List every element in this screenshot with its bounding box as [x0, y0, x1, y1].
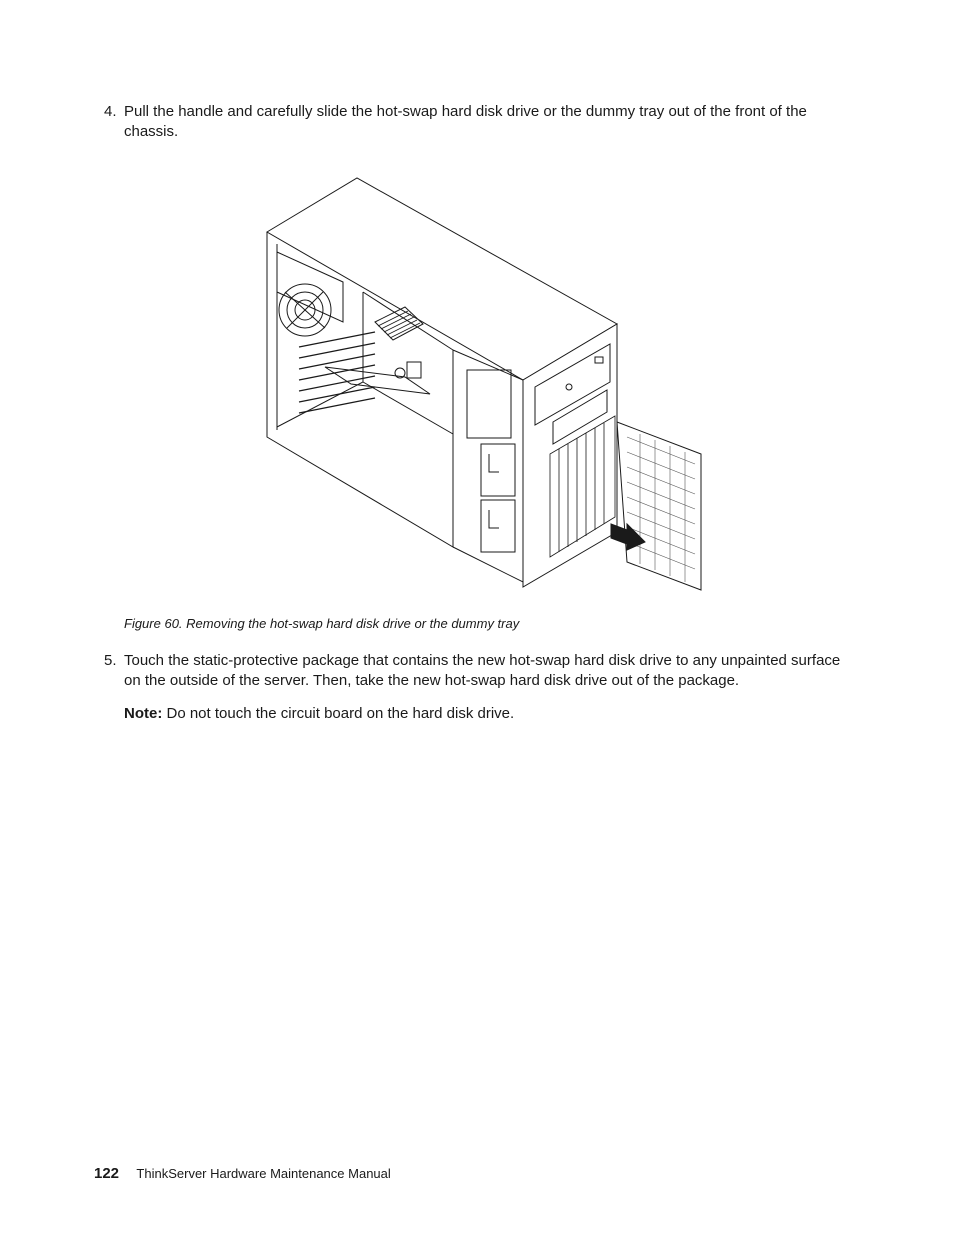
figure-caption: Figure 60. Removing the hot-swap hard disk drive or the dummy tray: [124, 616, 520, 631]
note-text: Do not touch the circuit board on the hard disk drive.: [166, 705, 515, 722]
note-label: Note:: [124, 705, 163, 722]
step-text: Pull the handle and carefully slide the hot-swap hard disk drive or the dummy tray out of the front of the chassis.: [124, 103, 807, 140]
step-text: Touch the static-protective package that contains the new hot-swap hard disk drive to any unpainted surface on the outside of the server. Then, take the new hot-swap hard disk drive out of the package.: [124, 652, 841, 689]
server-chassis-illustration: [255, 172, 715, 597]
page-footer: [94, 1165, 391, 1182]
note: [124, 704, 514, 724]
page-number: 122: [94, 1165, 120, 1182]
manual-title: ThinkServer Hardware Maintenance Manual: [136, 1166, 391, 1181]
step-number: 5.: [104, 652, 117, 669]
step-number: 4.: [104, 103, 117, 120]
